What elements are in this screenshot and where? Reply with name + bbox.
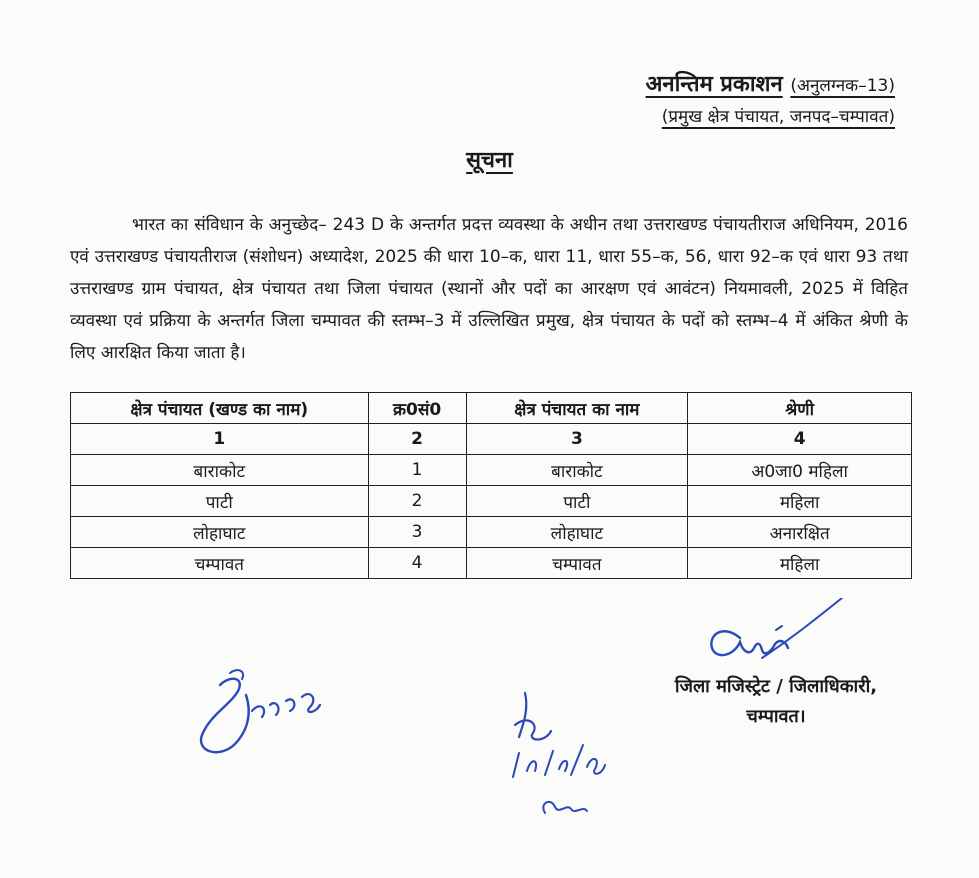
panchayat-name: बाराकोट xyxy=(466,455,688,486)
header-cell: क्षेत्र पंचायत (खण्ड का नाम) xyxy=(71,393,369,424)
header-cell: श्रेणी xyxy=(688,393,912,424)
table-row xyxy=(71,455,912,486)
provisional-publication-title: अनन्तिम प्रकाशन xyxy=(645,72,783,97)
category: महिला xyxy=(688,486,912,517)
category: महिला xyxy=(688,548,912,579)
column-number: 2 xyxy=(368,424,466,455)
table-row xyxy=(71,548,912,579)
block-name: बाराकोट xyxy=(71,455,369,486)
annexure-label: (अनुलग्नक–13) xyxy=(790,76,895,96)
serial-number: 1 xyxy=(368,455,466,486)
title-line xyxy=(646,68,895,98)
reservation-table xyxy=(70,392,912,579)
column-number: 4 xyxy=(688,424,912,455)
subtitle: (प्रमुख क्षेत्र पंचायत, जनपद–चम्पावत) xyxy=(661,107,895,127)
category: अनारक्षित xyxy=(688,517,912,548)
serial-number: 4 xyxy=(368,548,466,579)
header-cell: क्र0सं0 xyxy=(368,393,466,424)
serial-number: 3 xyxy=(368,517,466,548)
block-name: पाटी xyxy=(71,486,369,517)
block-name: चम्पावत xyxy=(71,548,369,579)
officer-block xyxy=(640,672,912,732)
officer-designation: जिला मजिस्ट्रेट / जिलाधिकारी, xyxy=(674,676,878,697)
block-name: लोहाघाट xyxy=(71,517,369,548)
officer-place: चम्पावत। xyxy=(746,706,806,727)
left-signature xyxy=(190,665,350,765)
magistrate-signature xyxy=(612,598,912,678)
column-number: 3 xyxy=(466,424,688,455)
notice-body: भारत का संविधान के अनुच्छेद– 243 D के अन्तर्गत प्रदत्त व्यवस्था के अधीन तथा उत्तराखण्ड पंचायतीराज अधिनियम, 2016 एवं उत्तराखण्ड पंचायतीराज (संशोधन) अध्यादेश, 2025 की धारा 10–क, धारा 11, धारा 55–क, 56, धारा 92–क एवं धारा 93 तथा उत्तराखण्ड ग्राम पंचायत, क्षेत्र पंचायत तथा जिला पंचायत (स्थानों और पदों का आरक्षण एवं आवंटन) नियमावली, 2025 में विहित व्यवस्था एवं प्रक्रिया के अन्तर्गत जिला चम्पावत की स्तम्भ–3 में उल्लिखित प्रमुख, क्षेत्र पंचायत के पदों को स्तम्भ–4 में अंकित श्रेणी के लिए आरक्षित किया जाता है। xyxy=(70,215,908,363)
category: अ0जा0 महिला xyxy=(688,455,912,486)
table-header-row xyxy=(71,393,912,424)
table-row xyxy=(71,486,912,517)
panchayat-name: चम्पावत xyxy=(466,548,688,579)
header-cell: क्षेत्र पंचायत का नाम xyxy=(466,393,688,424)
panchayat-name: लोहाघाट xyxy=(466,517,688,548)
notice-title xyxy=(0,144,979,174)
column-number-row xyxy=(71,424,912,455)
serial-number: 2 xyxy=(368,486,466,517)
notice-title-text: सूचना xyxy=(466,148,513,173)
middle-signature xyxy=(505,685,625,835)
column-number: 1 xyxy=(71,424,369,455)
table-row xyxy=(71,517,912,548)
panchayat-name: पाटी xyxy=(466,486,688,517)
header-block xyxy=(646,68,895,127)
